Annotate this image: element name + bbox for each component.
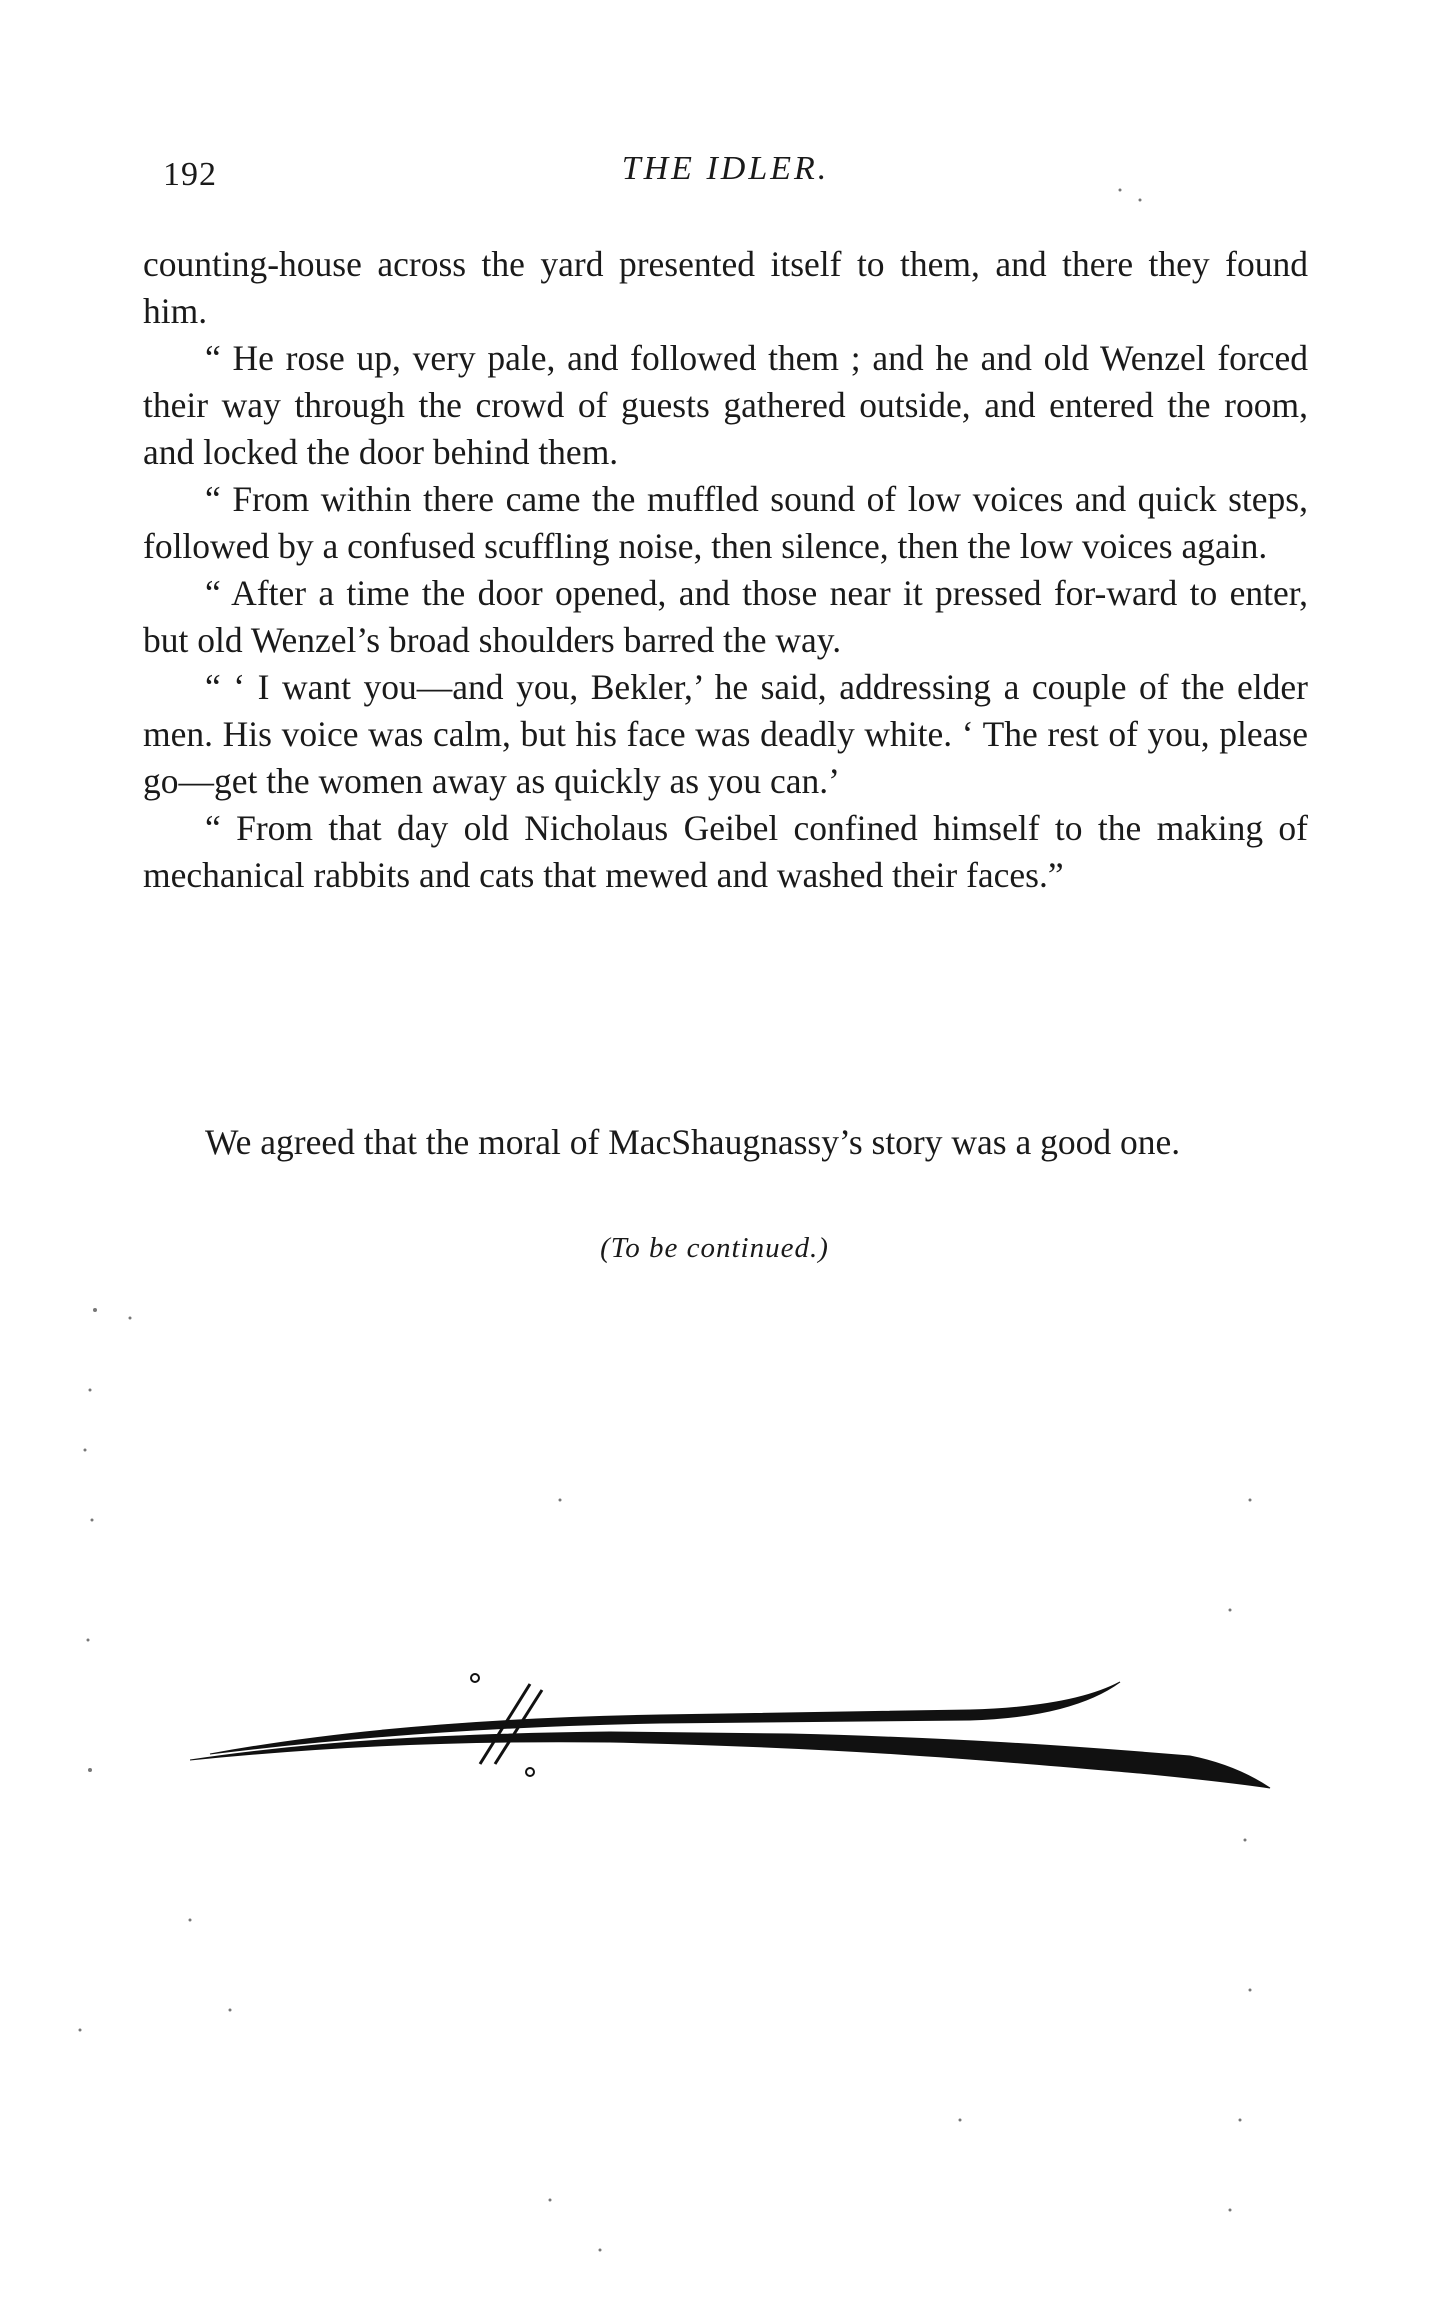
paragraph: “ He rose up, very pale, and followed them ; and he and old Wenzel forced their way through the crowd of guests gathered outside, and entered the room, and locked the door behind them. (143, 338, 1308, 472)
paragraph: “ From within there came the muffled sound of low voices and quick steps, followed by a confused scuffling noise, then silence, then the low voices again. (143, 479, 1308, 566)
paragraph: “ ‘ I want you—and you, Bekler,’ he said, addressing a couple of the elder men. His voice was calm, but his face was deadly white. ‘ The rest of you, please go—get the women away as quickly as you can.’ (143, 667, 1308, 801)
story-text (143, 241, 1308, 899)
moral-paragraph: We agreed that the moral of MacShaugnassy’s story was a good one. (205, 1122, 1181, 1162)
running-title: THE IDLER. (621, 150, 830, 187)
paragraph: “ From that day old Nicholaus Geibel confined himself to the making of mechanical rabbits and cats that mewed and washed their faces.” (143, 808, 1308, 895)
paragraph: “ After a time the door opened, and those near it pressed for-ward to enter, but old Wenzel’s broad shoulders barred the way. (143, 573, 1308, 660)
page-number: 192 (163, 156, 217, 193)
end-of-chapter-flourish-icon (190, 1660, 1290, 1810)
running-head (143, 150, 1308, 194)
to-be-continued-note: (To be continued.) (600, 1232, 829, 1264)
paragraph-continuation: counting-house across the yard presented itself to them, and there they found him. (143, 244, 1308, 331)
